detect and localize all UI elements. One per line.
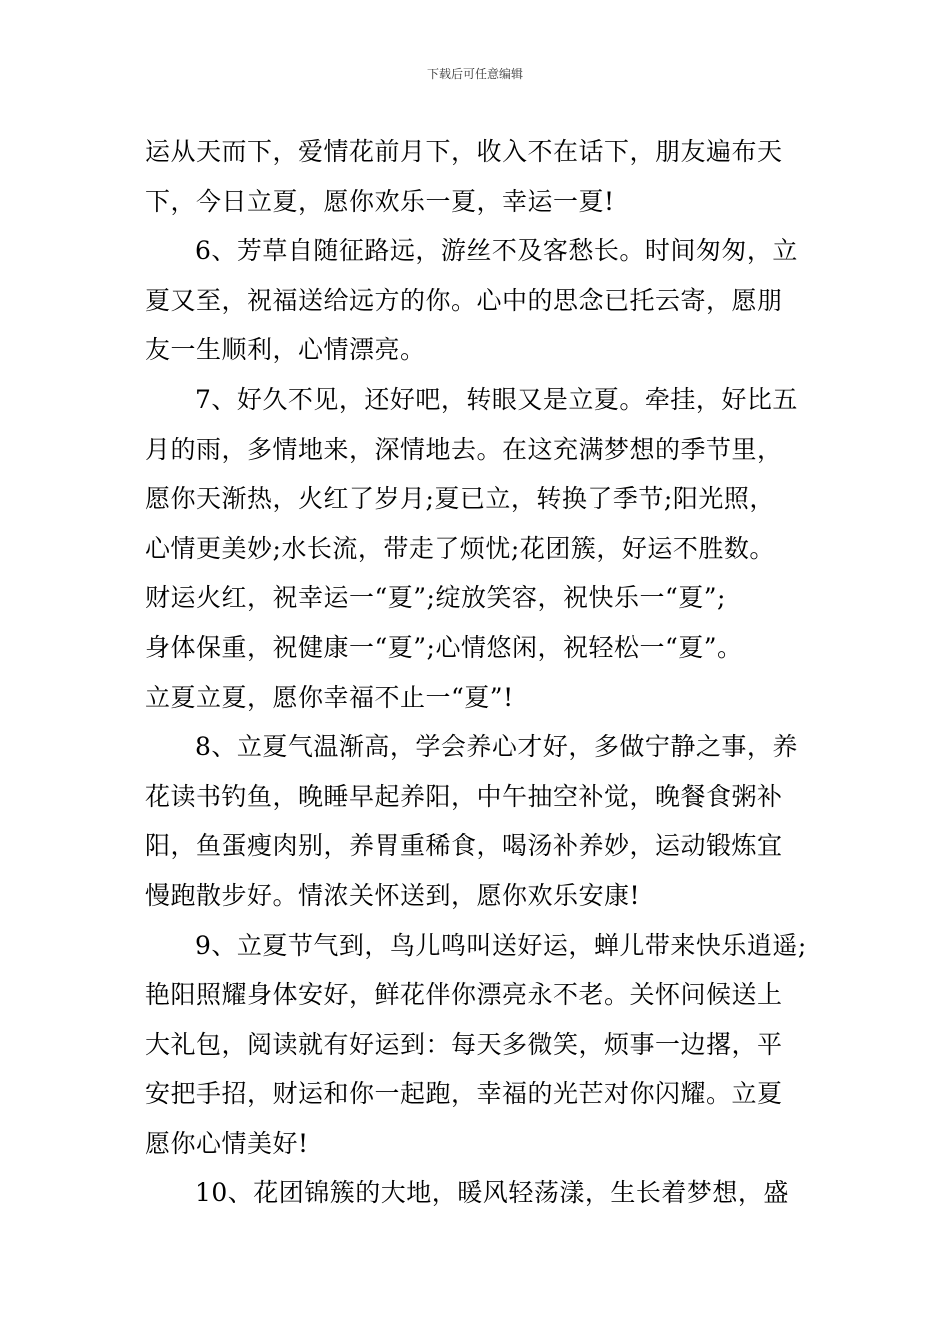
paragraph-item-8: 8、立夏气温渐高，学会养心才好，多做宁静之事，养 花读书钓鱼，晚睡早起养阳，中午抽空补觉，晚餐食粥补 阳，鱼蛋瘦肉别，养胃重稀食，喝汤补养妙，运动锻炼宜 慢跑散步好。情浓关怀送到，愿你欢乐安康!	[145, 732, 798, 910]
document-body	[145, 127, 815, 1218]
page-header: 下载后可任意编辑	[426, 67, 523, 81]
paragraph-item-10: 10、花团锦簇的大地，暖风轻荡漾，生长着梦想，盛	[195, 1178, 789, 1208]
paragraph-item-7: 7、好久不见，还好吧，转眼又是立夏。牵挂，好比五 月的雨，多情地来，深情地去。在这充满梦想的季节里， 愿你天渐热，火红了岁月;夏已立，转换了季节;阳光照， 心情更美妙;水长流，带走了烦忧;花团簇，好运不胜数。 财运火红，祝幸运一“夏”;绽放笑容，祝快乐一“夏”; 身体保重，祝健康一“夏”;心情悠闲，祝轻松一“夏”。 立夏立夏，愿你幸福不止一“夏”!	[145, 384, 798, 712]
paragraph-item-6: 6、芳草自随征路远，游丝不及客愁长。时间匆匆，立 夏又至，祝福送给远方的你。心中的思念已托云寄，愿朋 友一生顺利，心情漂亮。	[145, 236, 798, 365]
paragraph-item-9: 9、立夏节气到，鸟儿鸣叫送好运，蝉儿带来快乐逍遥; 艳阳照耀身体安好，鲜花伴你漂亮永不老。关怀问候送上 大礼包，阅读就有好运到：每天多微笑，烦事一边撂，平 安把手招，财运和你一起跑，幸福的光芒对你闪耀。立夏 愿你心情美好!	[145, 930, 807, 1158]
paragraph-continuation: 运从天而下，爱情花前月下，收入不在话下，朋友遍布天 下，今日立夏，愿你欢乐一夏，幸运一夏!	[145, 137, 783, 216]
